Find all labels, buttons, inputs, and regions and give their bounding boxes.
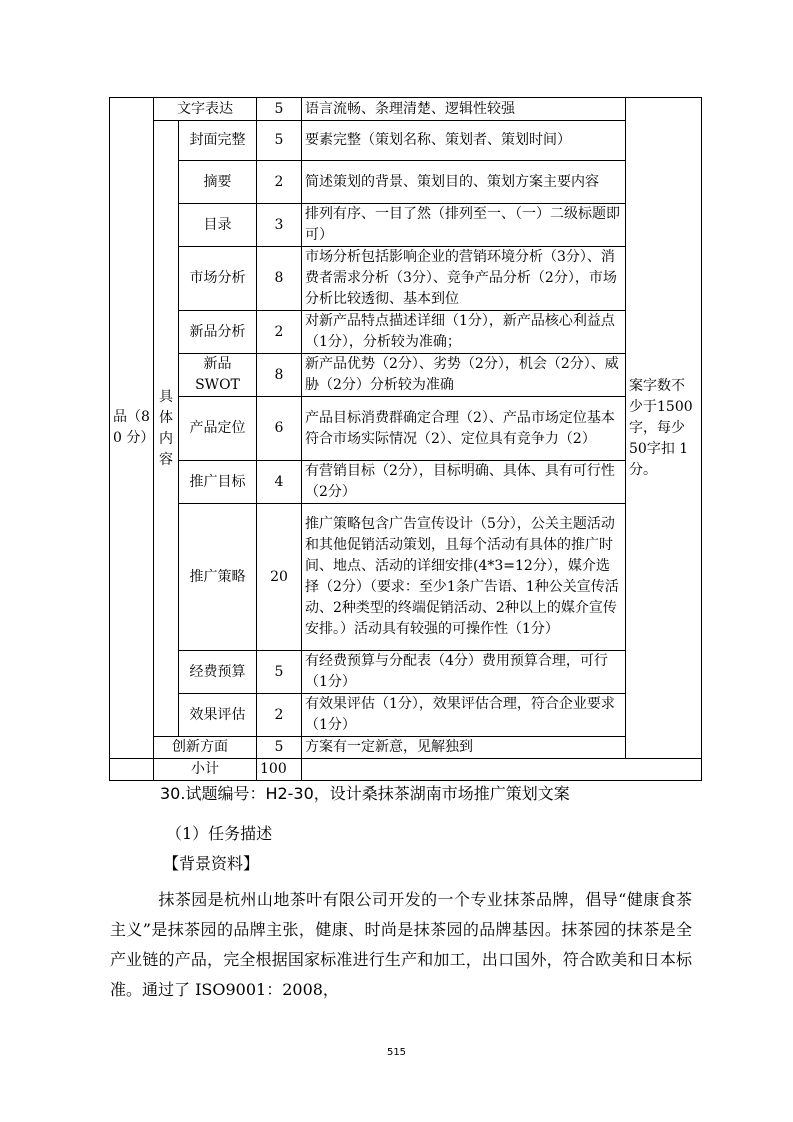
item-label: 推广策略 [179, 504, 257, 651]
item-label: 经费预算 [179, 651, 257, 694]
item-label: 产品定位 [179, 397, 257, 461]
item-score: 8 [257, 247, 302, 311]
item-standard: 有营销目标（2分），目标明确、具体、具有可行性（2分） [302, 461, 626, 504]
subtotal-blank-wide [302, 759, 702, 781]
item-standard: 对新产品特点描述详细（1分），新产品核心利益点（1分），分析较为准确； [302, 311, 626, 354]
item-label: 封面完整 [179, 121, 257, 161]
item-standard: 产品目标消费群确定合理（2）、产品市场定位基本符合市场实际情况（2）、定位具有竞争力（2） [302, 397, 626, 461]
writing-expression-label: 文字表达 [154, 98, 257, 121]
item-label: 目录 [179, 204, 257, 247]
item-label: 新品SWOT [179, 354, 257, 397]
item-standard: 简述策划的背景、策划目的、策划方案主要内容 [302, 161, 626, 204]
item-standard: 有效果评估（1分），效果评估合理，符合企业要求（1分） [302, 694, 626, 737]
question-heading: 30.试题编号：H2-30，设计桑抹茶湖南市场推广策划文案 [160, 784, 570, 803]
item-standard: 市场分析包括影响企业的营销环境分析（3分）、消费者需求分析（3分）、竞争产品分析（2分），市场分析比较透彻、基本到位 [302, 247, 626, 311]
item-score: 3 [257, 204, 302, 247]
innovation-label: 创新方面 [154, 737, 257, 759]
item-score: 20 [257, 504, 302, 651]
item-label: 推广目标 [179, 461, 257, 504]
innovation-score: 5 [257, 737, 302, 759]
background-paragraph-text: 抹茶园是杭州山地茶叶有限公司开发的一个专业抹茶品牌，倡导“健康食茶主义”是抹茶园的品牌主张，健康、时尚是抹茶园的品牌基因。抹茶园的抹茶是全产业链的产品，完全根据国家标准进行生产和加工，出口国外，符合欧美和日本标准。通过了 ISO9001：2008， [110, 890, 692, 999]
item-label: 市场分析 [179, 247, 257, 311]
item-label: 新品分析 [179, 311, 257, 354]
item-score: 6 [257, 397, 302, 461]
innovation-standard: 方案有一定新意，见解独到 [302, 737, 626, 759]
scoring-table [109, 97, 702, 781]
task-description-heading: （1）任务描述 [166, 824, 273, 843]
background-paragraph [110, 885, 692, 1005]
item-standard: 新产品优势（2分）、劣势（2分），机会（2分）、威胁（2分）分析较为准确 [302, 354, 626, 397]
background-label: 【背景资料】 [163, 854, 260, 873]
section-label-cell: 品（8 0 分） [110, 98, 154, 759]
item-score: 2 [257, 694, 302, 737]
item-standard: 推广策略包含广告宣传设计（5分），公关主题活动和其他促销活动策划，且每个活动有具体的推广时间、地点、活动的详细安排(4*3=12分），媒介选择（2分）（要求：至少1条广告语、1种公关宣传活动、2种类型的终端促销活动、2种以上的媒介宣传安排。）活动具有较强的可操作性（1分） [302, 504, 626, 651]
writing-expression-standard: 语言流畅、条理清楚、逻辑性较强 [302, 98, 626, 121]
subtotal-score: 100 [257, 759, 302, 781]
item-score: 8 [257, 354, 302, 397]
item-standard: 有经费预算与分配表（4分）费用预算合理，可行（1分） [302, 651, 626, 694]
item-standard: 要素完整（策划名称、策划者、策划时间） [302, 121, 626, 161]
item-label: 效果评估 [179, 694, 257, 737]
item-standard: 排列有序、一目了然（排列至一、（一）二级标题即可） [302, 204, 626, 247]
content-group-label: 具体内容 [154, 121, 179, 737]
item-score: 2 [257, 161, 302, 204]
item-score: 5 [257, 121, 302, 161]
item-score: 2 [257, 311, 302, 354]
item-score: 5 [257, 651, 302, 694]
writing-expression-score: 5 [257, 98, 302, 121]
note-cell: 案字数不少于1500字，每少 50字扣 1分。 [626, 98, 702, 759]
subtotal-label: 小计 [154, 759, 257, 781]
subtotal-blank-cell [110, 759, 154, 781]
page-number: 515 [386, 1047, 407, 1058]
item-score: 4 [257, 461, 302, 504]
item-label: 摘要 [179, 161, 257, 204]
